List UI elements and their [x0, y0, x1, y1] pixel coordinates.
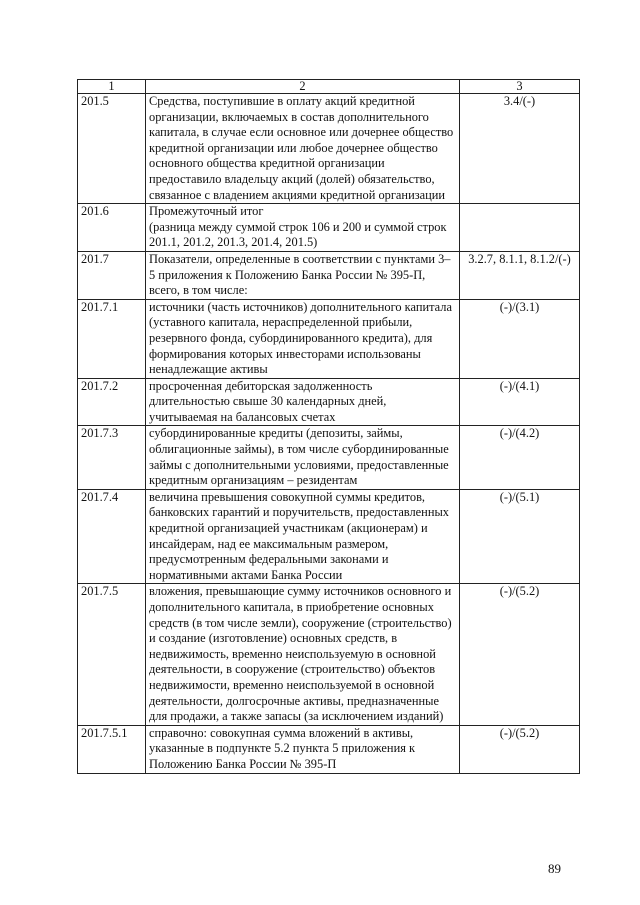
row-code: 201.7	[78, 251, 146, 299]
column-header: 2	[146, 80, 460, 94]
row-code: 201.6	[78, 204, 146, 252]
table-row	[78, 204, 580, 252]
row-reference: (-)/(4.1)	[460, 378, 580, 426]
column-header: 3	[460, 80, 580, 94]
column-header: 1	[78, 80, 146, 94]
row-reference: (-)/(5.1)	[460, 489, 580, 584]
row-code: 201.7.4	[78, 489, 146, 584]
row-reference: (-)/(3.1)	[460, 299, 580, 378]
row-description: вложения, превышающие сумму источников основного и дополнительного капитала, в приобретение основных средств (в том числе земли), сооружение (строительство) и создание (изготовление) основных средств, в недвижимость, временно неиспользуемую в основной деятельности, в сооружение (строительство) объектов недвижимости, временно неиспользуемой в основной деятельности, долгосрочные активы, предназначенные для продажи, а также запасы (за исключением изданий)	[146, 584, 460, 725]
row-description: справочно: совокупная сумма вложений в активы, указанные в подпункте 5.2 пункта 5 приложения к Положению Банка России № 395-П	[146, 725, 460, 773]
row-code: 201.7.3	[78, 426, 146, 489]
row-description: источники (часть источников) дополнительного капитала (уставного капитала, нераспределенной прибыли, резервного фонда, субординированного кредита), для формирования которых инвесторами использованы ненадлежащие активы	[146, 299, 460, 378]
row-code: 201.7.2	[78, 378, 146, 426]
row-reference: (-)/(4.2)	[460, 426, 580, 489]
row-code: 201.7.5	[78, 584, 146, 725]
page-number: 89	[548, 861, 561, 876]
table-row	[78, 584, 580, 725]
row-code: 201.7.5.1	[78, 725, 146, 773]
table-row	[78, 94, 580, 204]
row-description: Промежуточный итог (разница между суммой строк 106 и 200 и суммой строк 201.1, 201.2, 201.3, 201.4, 201.5)	[146, 204, 460, 252]
row-description: Показатели, определенные в соответствии с пунктами 3–5 приложения к Положению Банка России № 395-П, всего, в том числе:	[146, 251, 460, 299]
table-row	[78, 378, 580, 426]
row-description: величина превышения совокупной суммы кредитов, банковских гарантий и поручительств, предоставленных кредитной организацией участникам (акционерам) и инсайдерам, над ее максимальным размером, предусмотренным федеральными законами и нормативными актами Банка России	[146, 489, 460, 584]
row-description: субординированные кредиты (депозиты, займы, облигационные займы), в том числе субординированные займы с дополнительными условиями, предоставленные кредитным организациям – резидентам	[146, 426, 460, 489]
row-reference	[460, 204, 580, 252]
row-reference: (-)/(5.2)	[460, 584, 580, 725]
row-reference: 3.2.7, 8.1.1, 8.1.2/(-)	[460, 251, 580, 299]
row-reference: 3.4/(-)	[460, 94, 580, 204]
indicator-table	[77, 79, 580, 774]
row-code: 201.7.1	[78, 299, 146, 378]
table-row	[78, 426, 580, 489]
table-header-row	[78, 80, 580, 94]
table-row	[78, 251, 580, 299]
row-description: просроченная дебиторская задолженность длительностью свыше 30 календарных дней, учитываемая на балансовых счетах	[146, 378, 460, 426]
table-row	[78, 725, 580, 773]
row-reference: (-)/(5.2)	[460, 725, 580, 773]
row-description: Средства, поступившие в оплату акций кредитной организации, включаемых в состав дополнительного капитала, в случае если основное или дочернее общество кредитной организации или любое дочернее общество основного общества кредитной организации предоставило владельцу акций (долей) обязательство, связанное с владением акциями кредитной организации	[146, 94, 460, 204]
table-row	[78, 489, 580, 584]
row-code: 201.5	[78, 94, 146, 204]
table-row	[78, 299, 580, 378]
